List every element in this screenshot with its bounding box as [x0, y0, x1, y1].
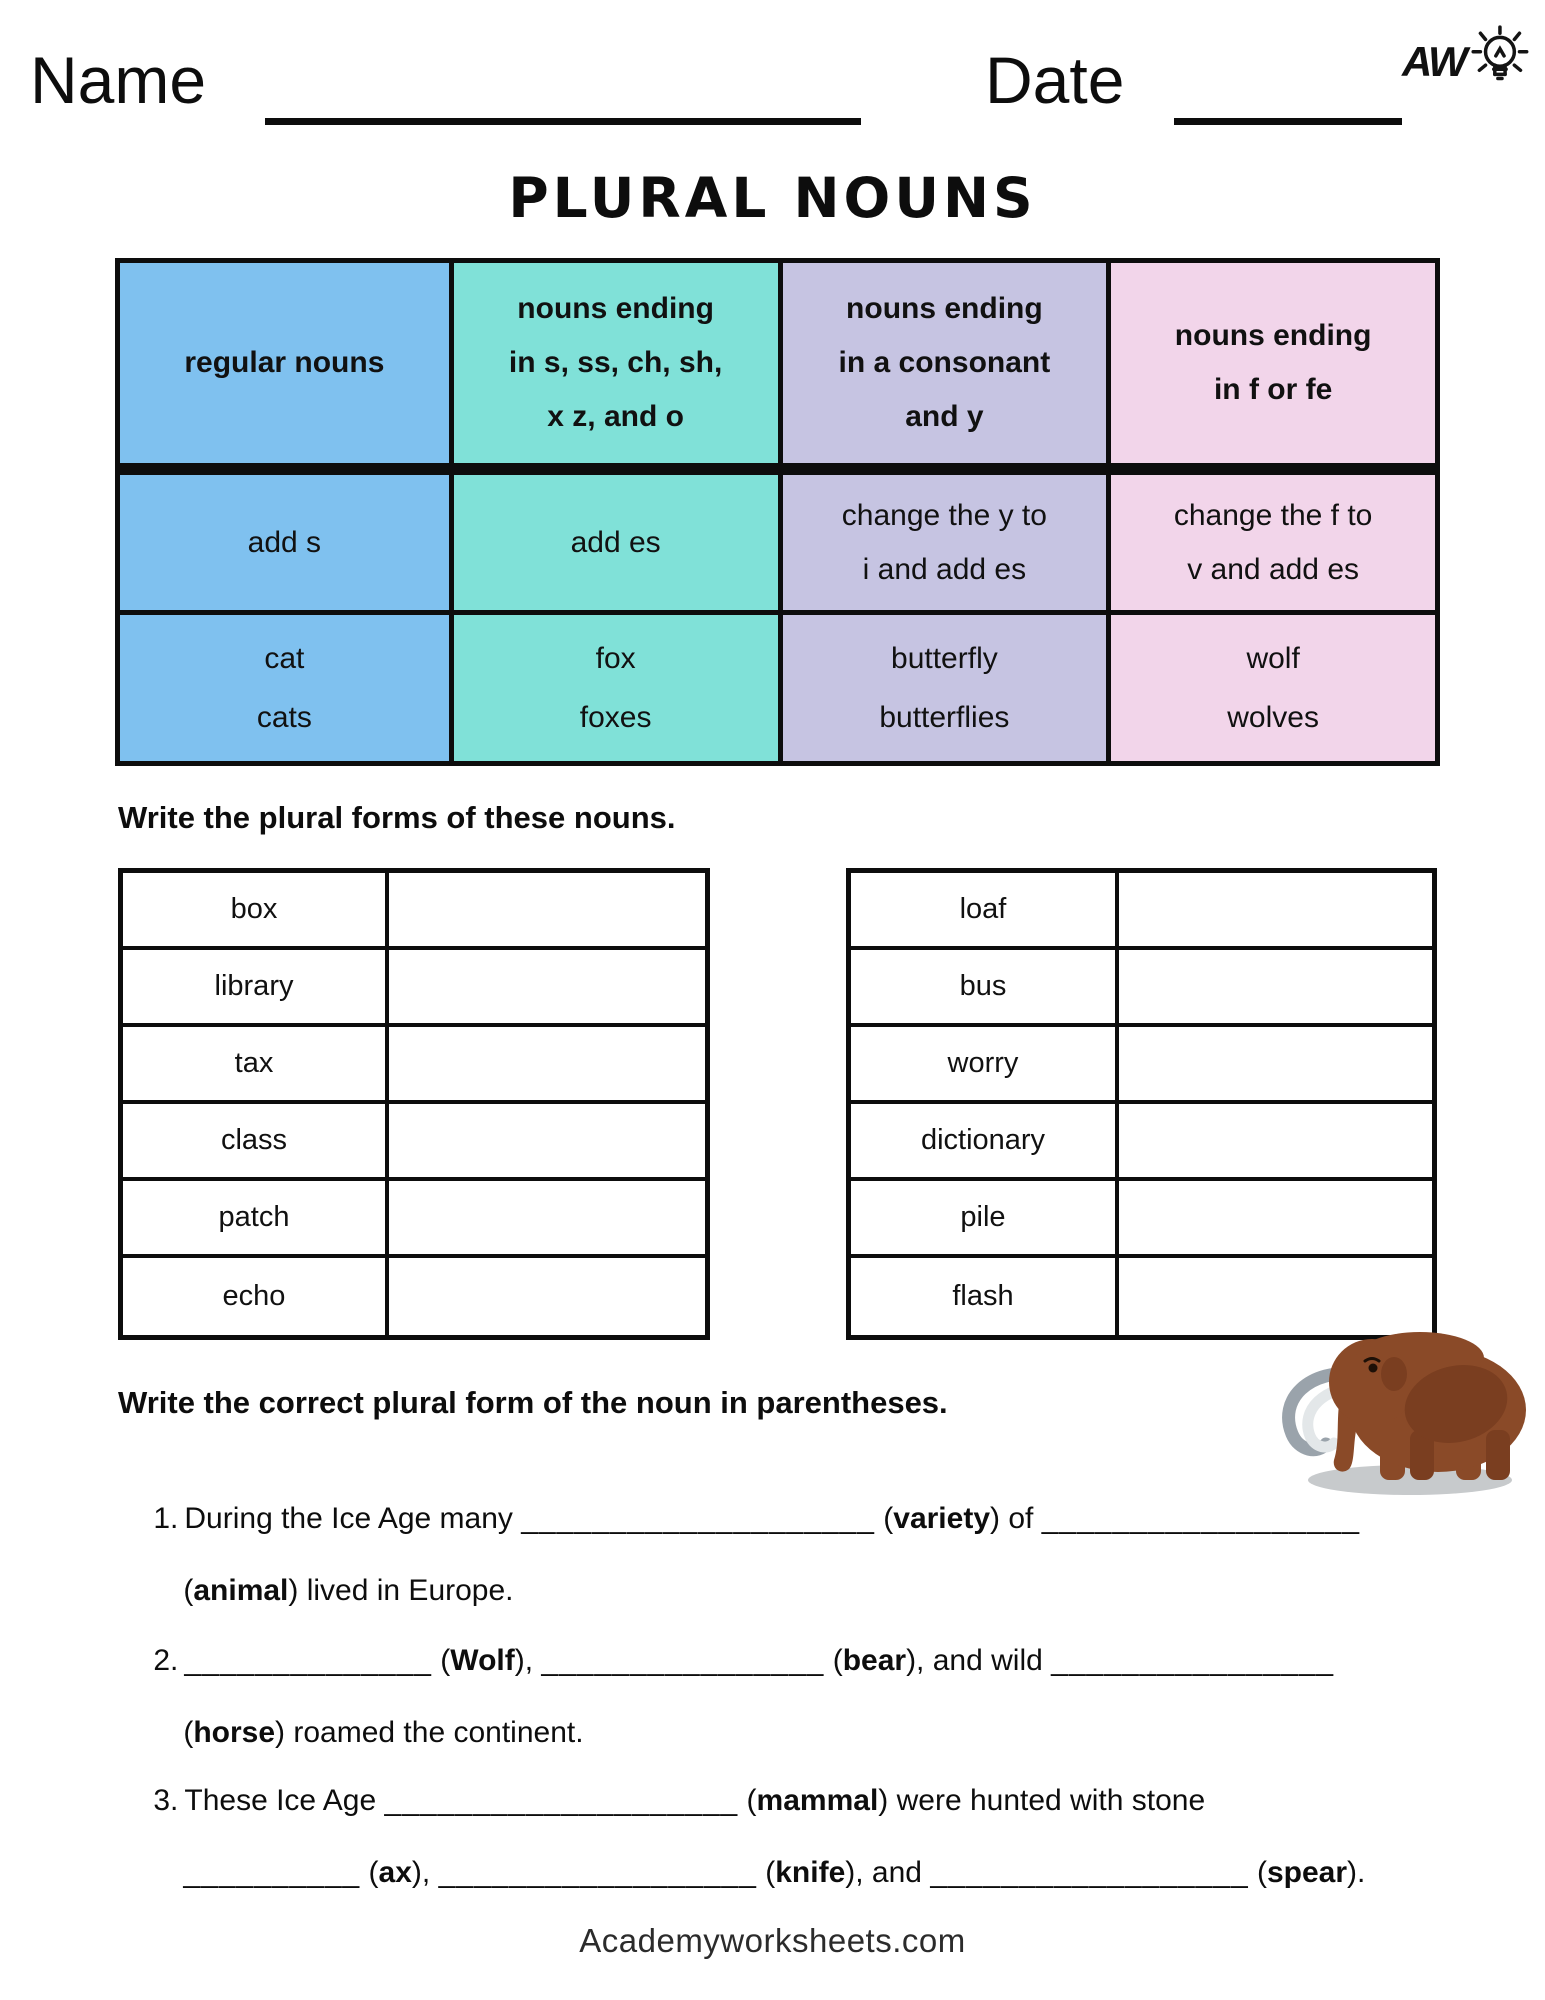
word-cell: flash [851, 1258, 1119, 1335]
name-label: Name [30, 43, 207, 117]
answer-blank: ____________________ [521, 1502, 875, 1535]
noun-prompt: bear [842, 1644, 907, 1677]
word-cell: box [123, 873, 389, 950]
answer-blank-cell [1119, 950, 1432, 1027]
noun-prompt: horse [193, 1716, 276, 1749]
word-cell: patch [123, 1181, 389, 1258]
word-cell: class [123, 1104, 389, 1181]
question-1-line-1: 1. During the Ice Age many ____________________ (variety) of __________________ [153, 1502, 1361, 1535]
academy-worksheets-logo [1402, 20, 1538, 103]
plural-rules-table [115, 258, 1440, 766]
noun-prompt: Wolf [450, 1644, 515, 1677]
answer-blank-cell [389, 1027, 705, 1104]
answer-blank: ______________ [184, 1644, 432, 1677]
answer-blank-cell [389, 1181, 705, 1258]
fill-in-instruction: Write the correct plural form of the noun in parentheses. [118, 1385, 948, 1420]
answer-blank-cell [389, 1258, 705, 1335]
question-2-line-1: 2. ______________ (Wolf), ________________ (bear), and wild ________________ [153, 1644, 1335, 1677]
answer-blank: ____________________ [384, 1784, 739, 1817]
answer-blank: ________________ [1051, 1644, 1335, 1677]
answer-blank-cell [389, 950, 705, 1027]
answer-blank-cell [1119, 1104, 1432, 1181]
rules-header-s-ss-ch: nouns ending in s, ss, ch, sh, x z, and o [449, 263, 778, 475]
example-cat: cat cats [120, 615, 449, 761]
rules-header-regular: regular nouns [120, 263, 449, 475]
website-footer: Academyworksheets.com [579, 1922, 966, 1959]
page-title: PLURAL NOUNS [508, 166, 1037, 230]
rule-add-es: add es [449, 475, 778, 615]
answer-blank: __________________ [930, 1856, 1249, 1889]
question-3-line-2: __________ (ax), __________________ (knife), and __________________ (spear). [183, 1856, 1366, 1889]
question-number: 3. [153, 1784, 179, 1817]
word-cell: bus [851, 950, 1119, 1027]
date-label: Date [985, 43, 1125, 117]
noun-prompt: variety [893, 1502, 991, 1535]
answer-blank-cell [389, 873, 705, 950]
question-2-line-2: (horse) roamed the continent. [183, 1716, 584, 1749]
answer-blank-cell [1119, 1027, 1432, 1104]
question-number: 2. [153, 1644, 179, 1677]
noun-prompt: spear [1266, 1856, 1348, 1889]
noun-prompt: ax [378, 1856, 412, 1889]
answer-blank: __________________ [1041, 1502, 1361, 1535]
word-cell: tax [123, 1027, 389, 1104]
answer-blank-cell [1119, 873, 1432, 950]
lightbulb-icon [1466, 20, 1538, 103]
example-butterfly: butterfly butterflies [778, 615, 1107, 761]
answer-blank-cell [1119, 1181, 1432, 1258]
rule-f-to-v: change the f to v and add es [1106, 475, 1435, 615]
answer-blank: __________ [183, 1856, 361, 1889]
answer-blank: __________________ [438, 1856, 757, 1889]
practice-table-left [118, 868, 710, 1340]
example-fox: fox foxes [449, 615, 778, 761]
word-cell: pile [851, 1181, 1119, 1258]
question-number: 1. [153, 1502, 179, 1535]
woolly-mammoth-illustration [1242, 1312, 1542, 1507]
answer-blank: ________________ [541, 1644, 825, 1677]
noun-prompt: animal [193, 1574, 289, 1607]
question-3-line-1: 3. These Ice Age ____________________ (mammal) were hunted with stone [153, 1784, 1206, 1817]
word-cell: loaf [851, 873, 1119, 950]
rules-header-consonant-y: nouns ending in a consonant and y [778, 263, 1107, 475]
word-cell: echo [123, 1258, 389, 1335]
word-cell: dictionary [851, 1104, 1119, 1181]
name-blank-line [265, 118, 861, 125]
rule-add-s: add s [120, 475, 449, 615]
practice-table-right [846, 868, 1437, 1340]
noun-prompt: knife [775, 1856, 846, 1889]
rules-header-f-fe: nouns ending in f or fe [1106, 263, 1435, 475]
word-cell: worry [851, 1027, 1119, 1104]
date-blank-line [1174, 118, 1402, 125]
rule-y-to-i: change the y to i and add es [778, 475, 1107, 615]
logo-text: AW [1402, 37, 1466, 85]
question-1-line-2: (animal) lived in Europe. [183, 1574, 514, 1607]
example-wolf: wolf wolves [1106, 615, 1435, 761]
practice-instruction: Write the plural forms of these nouns. [118, 800, 676, 835]
word-cell: library [123, 950, 389, 1027]
answer-blank-cell [389, 1104, 705, 1181]
noun-prompt: mammal [756, 1784, 879, 1817]
